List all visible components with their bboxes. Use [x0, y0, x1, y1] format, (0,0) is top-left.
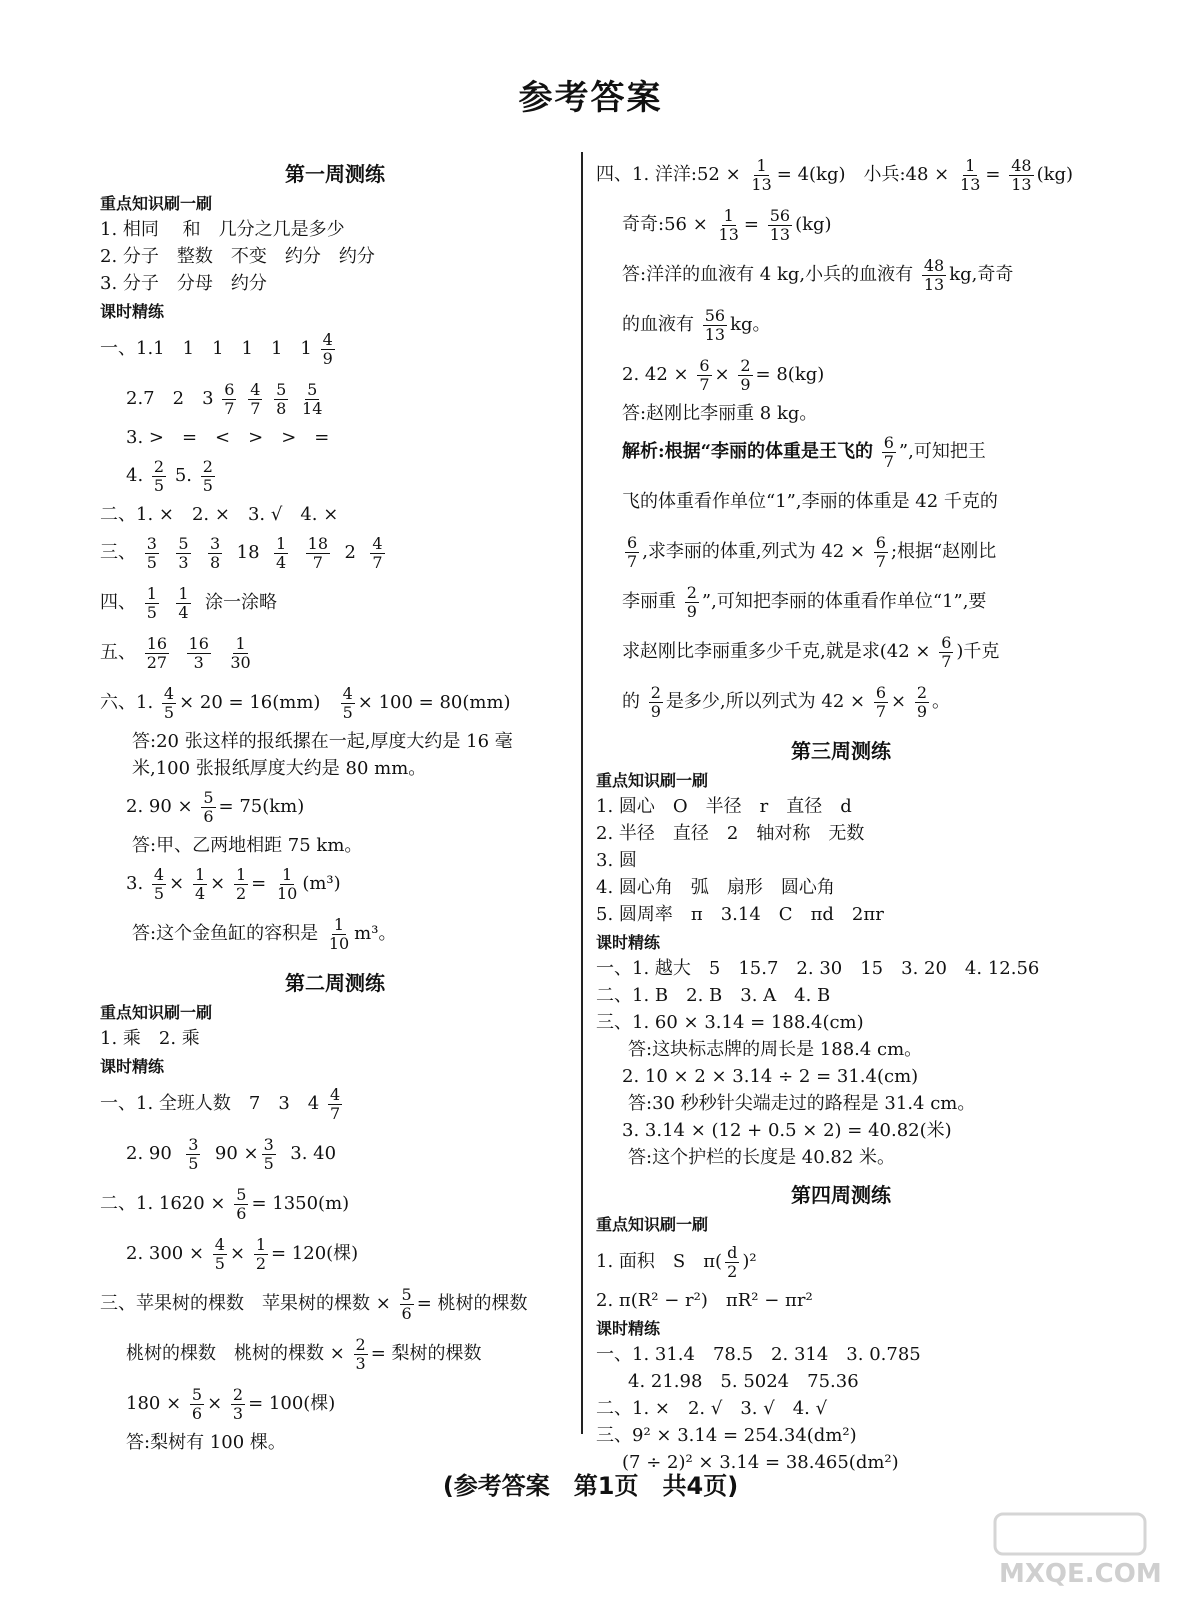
w3-q3-2-answer: 答:30 秒秒针尖端走过的路程是 31.4 cm。 [628, 1093, 976, 1114]
left-column [100, 150, 570, 1456]
w2-q2-1: 二、1. 1620 × $\frac{5}{6}$ = 1350(m) [100, 1184, 350, 1223]
w3-q3-1: 三、1. 60 × 3.14 = 188.4(cm) [596, 1012, 864, 1033]
week3-key-5: 5. 圆周率 π 3.14 C πd 2πr [596, 904, 884, 925]
week4-key-2: 2. π(R² − r²) πR² − πr² [596, 1290, 813, 1311]
w1-q4: 四、 $\frac{1}{5}$ $\frac{1}{4}$ 涂一涂略 [100, 583, 278, 622]
w1-q6-1: 六、1. $\frac{4}{5}$ × 20 = 16(mm) $\frac{4}{5}$ × 100 = 80(mm) [100, 683, 511, 722]
r-q4-1: 四、1. 洋洋:52 × $\frac{1}{13}$ = 4(kg) 小兵:48 × $\frac{1}{13}$ = $\frac{48}{13}$ (kg) [596, 155, 1074, 194]
week3-key-heading: 重点知识刷一刷 [596, 771, 709, 790]
w4-q2: 二、1. × 2. √ 3. √ 4. √ [596, 1398, 828, 1419]
week2-practice-heading: 课时精练 [100, 1057, 165, 1076]
w4-q3-a: 三、9² × 3.14 = 254.34(dm²) [596, 1425, 857, 1446]
w1-q1-1: 一、1.1 1 1 1 1 1 $\frac{4}{9}$ [100, 329, 333, 368]
week1-key-2: 2. 分子 整数 不变 约分 约分 [100, 246, 375, 267]
w1-q1-4: 4. $\frac{2}{5}$ 5. $\frac{2}{5}$ [126, 456, 213, 495]
w2-q1-1: 一、1. 全班人数 7 3 4 $\frac{4}{7}$ [100, 1084, 341, 1123]
w4-q3-b: (7 ÷ 2)² × 3.14 = 38.465(dm²) [622, 1452, 899, 1473]
w1-q1-3: 3. > = < > > = [126, 427, 330, 448]
w3-q3-1-answer: 答:这块标志牌的周长是 188.4 cm。 [628, 1039, 923, 1060]
r-q4-2: 2. 42 × $\frac{6}{7}$ × $\frac{2}{9}$ = 8(kg) [622, 355, 825, 394]
week3-key-4: 4. 圆心角 弧 扇形 圆心角 [596, 877, 835, 898]
analysis-4: 李丽重 $\frac{2}{9}$ ”,可知把李丽的体重看作单位“1”,要 [622, 582, 987, 621]
w3-q3-3-answer: 答:这个护栏的长度是 40.82 米。 [628, 1147, 896, 1168]
w1-q6-2-answer: 答:甲、乙两地相距 75 km。 [132, 835, 363, 856]
w1-q6-1-answer: 答:20 张这样的报纸摞在一起,厚度大约是 16 毫米,100 张报纸厚度大约是 80 mm。 [132, 731, 513, 779]
week1-key-3: 3. 分子 分母 约分 [100, 273, 267, 294]
week2-key-heading: 重点知识刷一刷 [100, 1003, 213, 1022]
fraction: $\frac{4}{9}$ [322, 329, 333, 368]
week4-key-1: 1. 面积 S π( $\frac{d}{2}$ )² [596, 1242, 757, 1281]
w1-q6-3-answer: 答:这个金鱼缸的容积是 $\frac{1}{10}$ m³。 [132, 914, 397, 953]
w3-q2: 二、1. B 2. B 3. A 4. B [596, 985, 831, 1006]
week3-key-2: 2. 半径 直径 2 轴对称 无数 [596, 823, 865, 844]
analysis-3: $\frac{6}{7}$ ,求李丽的体重,列式为 42 × $\frac{6}{7}$ ;根据“赵刚比 [627, 532, 997, 571]
analysis-1: 解析:根据“李丽的体重是王飞的 $\frac{6}{7}$ ”,可知把王 [622, 432, 986, 471]
right-column [596, 150, 1086, 1476]
week3-key-3: 3. 圆 [596, 850, 637, 871]
w4-q1-a: 一、1. 31.4 78.5 2. 314 3. 0.785 [596, 1344, 921, 1365]
w3-q3-2: 2. 10 × 2 × 3.14 ÷ 2 = 31.4(cm) [622, 1066, 919, 1087]
week1-key-heading: 重点知识刷一刷 [100, 194, 213, 213]
analysis-5: 求赵刚比李丽重多少千克,就是求(42 × $\frac{6}{7}$ )千克 [622, 632, 1000, 671]
analysis-6: 的 $\frac{2}{9}$ 是多少,所以列式为 42 × $\frac{6}{7}$ × $\frac{2}{9}$ 。 [622, 682, 951, 721]
week4-key-heading: 重点知识刷一刷 [596, 1215, 709, 1234]
w1-q2: 二、1. × 2. × 3. √ 4. × [100, 504, 339, 525]
r-q4-2-answer: 答:赵刚比李丽重 8 kg。 [622, 403, 818, 424]
w1-q1-2: 2.7 2 3 $\frac{6}{7}$ $\frac{4}{7}$ $\frac{5}{8}$ $\frac{5}{14}$ [126, 379, 323, 418]
week2-key-1: 1. 乘 2. 乘 [100, 1028, 200, 1049]
r-q4-1-qiqi: 奇奇:56 × $\frac{1}{13}$ = $\frac{56}{13}$ (kg) [622, 205, 832, 244]
w2-q1-2: 2. 90 $\frac{3}{5}$ 90 × $\frac{3}{5}$ 3. 40 [126, 1134, 337, 1173]
w2-q3-1: 三、苹果树的棵数 苹果树的棵数 × $\frac{5}{6}$ = 桃树的棵数 [100, 1284, 528, 1323]
watermark-text: MXQE.COM [999, 1559, 1162, 1588]
week2-title: 第二周测练 [285, 971, 385, 995]
w2-q2-2: 2. 300 × $\frac{4}{5}$ × $\frac{1}{2}$ = 120(棵) [126, 1234, 359, 1273]
watermark-logo [985, 1510, 1165, 1588]
week3-key-1: 1. 圆心 O 半径 r 直径 d [596, 796, 852, 817]
r-q4-1-answer-cont: 的血液有 $\frac{56}{13}$ kg。 [622, 305, 771, 344]
week3-title: 第三周测练 [791, 739, 891, 763]
column-divider [581, 152, 583, 1434]
week1-key-1: 1. 相同 和 几分之几是多少 [100, 219, 345, 240]
r-q4-1-answer: 答:洋洋的血液有 4 kg,小兵的血液有 $\frac{48}{13}$ kg,奇奇 [622, 255, 1014, 294]
w3-q1: 一、1. 越大 5 15.7 2. 30 15 3. 20 4. 12.56 [596, 958, 1040, 979]
w1-q6-2: 2. 90 × $\frac{5}{6}$ = 75(km) [126, 787, 305, 826]
w1-q5: 五、 $\frac{16}{27}$ $\frac{16}{3}$ $\frac{1}{30}$ [100, 633, 251, 672]
page-title: 参考答案 [518, 78, 663, 118]
w2-q3-3: 180 × $\frac{5}{6}$ × $\frac{2}{3}$ = 100(棵) [126, 1384, 336, 1423]
w2-q3-2: 桃树的棵数 桃树的棵数 × $\frac{2}{3}$ = 梨树的棵数 [126, 1334, 482, 1373]
w2-q3-answer: 答:梨树有 100 棵。 [126, 1432, 286, 1453]
w3-q3-3: 3. 3.14 × (12 + 0.5 × 2) = 40.82(米) [622, 1120, 952, 1141]
week1-practice-heading: 课时精练 [100, 302, 165, 321]
page-footer: (参考答案 第1页 共4页) [442, 1472, 739, 1500]
week1-title: 第一周测练 [285, 162, 385, 186]
w4-q1-b: 4. 21.98 5. 5024 75.36 [628, 1371, 859, 1392]
analysis-2: 飞的体重看作单位“1”,李丽的体重是 42 千克的 [622, 491, 998, 512]
w1-q6-3: 3. $\frac{4}{5}$ × $\frac{1}{4}$ × $\frac{1}{2}$ = $\frac{1}{10}$ (m³) [126, 864, 341, 903]
w1-q3: 三、 $\frac{3}{5}$ $\frac{5}{3}$ $\frac{3}{8}$ 18 $\frac{1}{4}$ $\frac{18}{7}$ 2 $\frac{4}{7}$ [100, 533, 383, 572]
week4-practice-heading: 课时精练 [596, 1319, 661, 1338]
week3-practice-heading: 课时精练 [596, 933, 661, 952]
week4-title: 第四周测练 [791, 1183, 891, 1207]
